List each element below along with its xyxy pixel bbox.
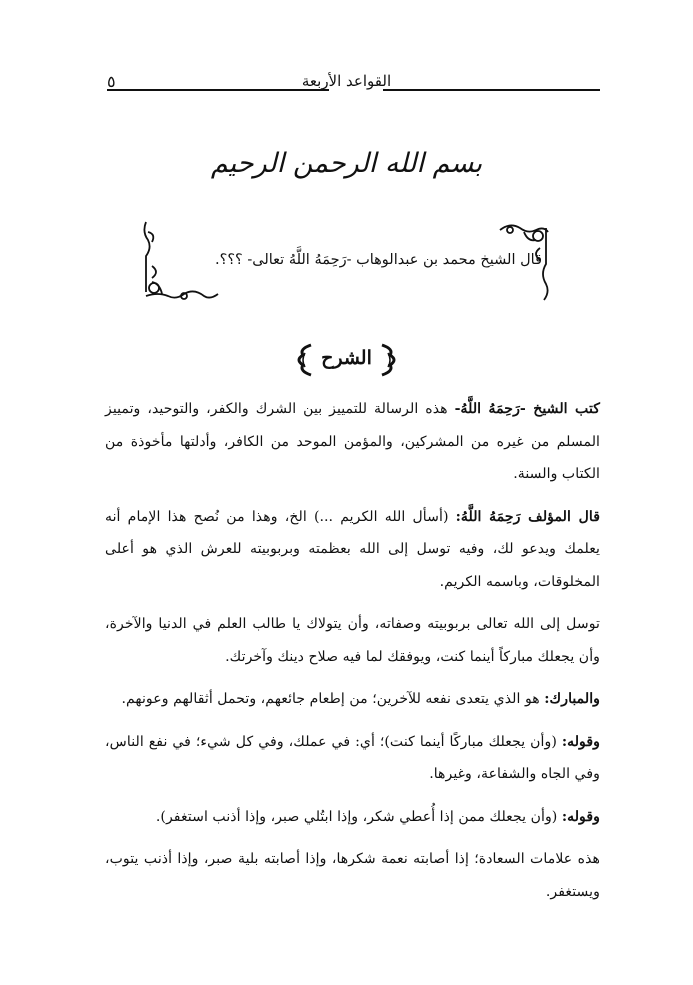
paragraph-lead: وقوله: (561, 733, 600, 750)
paragraph (105, 801, 600, 834)
paragraph-lead: قال المؤلف رَحِمَهُ اللَّهُ: (455, 508, 600, 525)
paragraph (105, 608, 600, 673)
paragraph-text: هذه الرسالة للتمييز بين الشرك والكفر، والتوحيد، وتمييز المسلم من غيره من المشركين، والمؤمن الموحد من الكافر، وأدلتها مأخوذة من الكتاب والسنة. (105, 401, 600, 482)
section-heading-text: الشرح (321, 347, 372, 369)
paragraph-lead: والمبارك: (544, 691, 600, 707)
paragraph (105, 501, 600, 599)
ornament-bracket-right-icon (378, 343, 402, 377)
page-number: ٥ (107, 72, 116, 91)
paragraph (105, 393, 600, 491)
paragraph (105, 726, 600, 791)
paragraph-text: توسل إلى الله تعالى بربوبيته وصفاته، وأن يتولاك يا طالب العلم في الدنيا والآخرة، وأن يجعلك مباركاً أينما كنت، ويوفقك لما فيه صلاح دينك وآخرتك. (105, 616, 600, 665)
paragraph-lead: وقوله: (561, 808, 600, 825)
paragraph (105, 843, 600, 908)
intro-quote: قال الشيخ محمد بن عبدالوهاب -رَحِمَهُ اللَّهُ تعالى- ؟؟؟. (215, 252, 542, 268)
ornament-bracket-left-icon (291, 343, 315, 377)
paragraph-lead: كتب الشيخ -رَحِمَهُ اللَّهُ- (454, 401, 600, 417)
paragraph-text: هو الذي يتعدى نفعه للآخرين؛ من إطعام جائعهم، وتحمل أثقالهم وعونهم. (121, 691, 545, 707)
paragraph-text: (وأن يجعلك ممن إذا أُعطي شكر، وإذا ابتُلي صبر، وإذا أذنب استغفر). (155, 808, 562, 825)
paragraph-text: (أسأل الله الكريم ...) الخ، وهذا من نُصح هذا الإمام أنه يعلمك ويدعو لك، وفيه توسل إلى الله بعظمته وبربوبيته للعرش الذي هو أعلى المخلوقات، وباسمه الكريم. (105, 508, 600, 590)
basmala: بسم الله الرحمن الرحيم (210, 148, 483, 179)
paragraph-text: هذه علامات السعادة؛ إذا أصابته نعمة شكرها، وإذا أصابته بلية صبر، وإذا أذنب يتوب، ويستغفر. (105, 851, 600, 900)
running-header-title: القواعد الأربعة (301, 72, 392, 90)
body-text (105, 393, 600, 918)
section-heading-wrap (0, 343, 693, 373)
paragraph-text: (وأن يجعلك مباركًا أينما كنت)؛ أي: في عملك، وفي كل شيء؛ في نفع الناس، وفي الجاه والشفاعة، وغيرها. (105, 733, 600, 782)
paragraph (105, 683, 600, 716)
section-heading (291, 343, 402, 373)
